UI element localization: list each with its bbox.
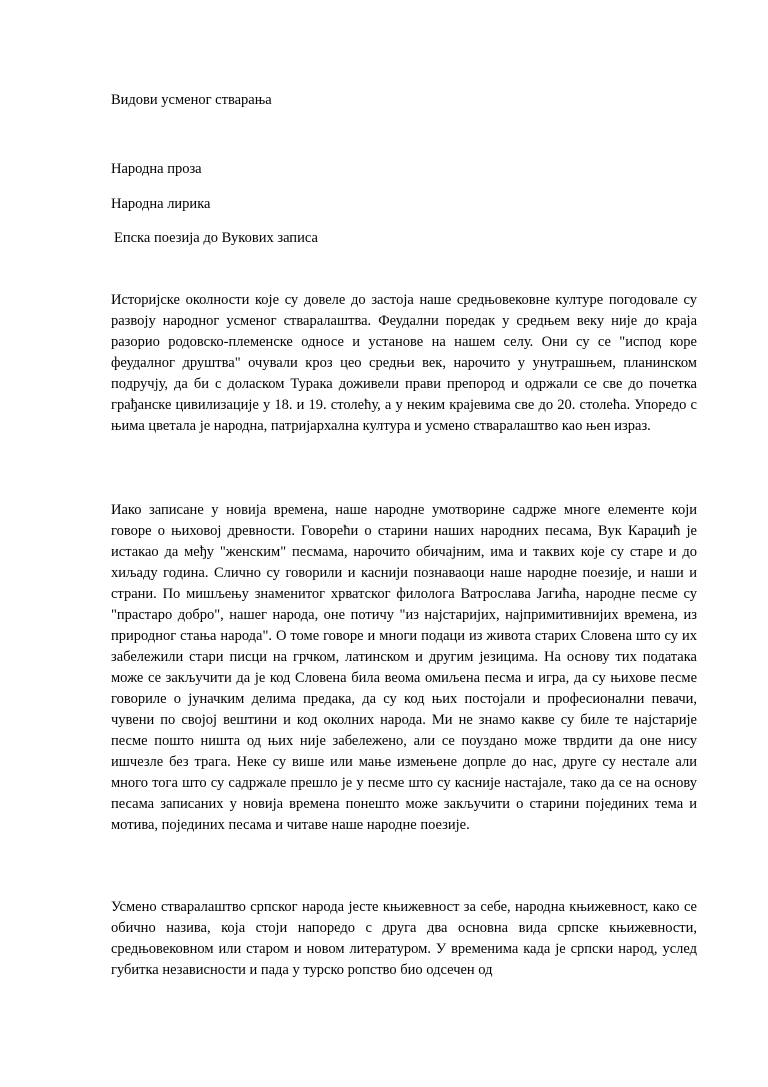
paragraph-historical-circumstances: Историјске околности које су довеле до застоја наше средњовековне културе погодовале су развоју народног усменог стваралаштва. Феудални поредак у средњем веку није до краја разорио родовско-племенске односе и установе на нашем селу. Они су се "испод коре феудалног друштва" очували кроз цео средњи век, нарочито у унутрашњем, планинском подручју, да би с доласком Турака доживели прави препород и одржали се све до почетка грађанске цивилизације у 18. и 19. столећу, а у неким крајевима све до 20. столећа. Упоредо с њима цветала је народна, патријархална култура и усмено стваралаштво као њен израз. [111, 292, 697, 434]
paragraph-antiquity-of-folk-songs: Иако записане у новија времена, наше народне умотворине садрже многе елементе који говоре о њиховој древности. Говорећи о старини наших народних песама, Вук Караџић је истакао да међу "женским" песмама, нарочито обичајним, има и таквих које су старе и до хиљаду година. Слично су говорили и каснији познаваоци наше народне поезије, и наши и страни. По мишљењу знаменитог хрватског филолога Ватрослава Јагића, народне песме су "прастаро добро", нашег народа, оне потичу "из најстаријих, најпримитивнијих времена, из природног стања народа". О томе говоре и многи подаци из живота старих Словена што су их забележили стари писци на грчком, латинском и другим језицима. На основу тих података може се закључити да је код Словена била веома омиљена песма и игра, да су њихове песме говориле о јуначким делима предака, да су код њих постојали и професионални певачи, чувени по својој вештини и код околних народа. Ми не знамо какве су биле те најстарије песме пошто ништа од њих није забележено, али се поуздано може тврдити да оне нису ишчезле без трага. Неке су више или мање измењене допрле до нас, друге су нестале али много тога што су садржале прешло је у песме што су касније настајале, тако да се на основу песама записаних у новија времена понешто може закључити о старини појединих тема и мотива, појединих песама и читаве наше народне поезије. [111, 502, 697, 833]
document-title: Видови усменог стварања [111, 92, 272, 108]
section-heading-folk-lyric: Народна лирика [111, 196, 211, 212]
section-heading-epic-poetry: Епска поезија до Вукових записа [114, 230, 318, 246]
section-heading-folk-prose: Народна проза [111, 161, 202, 177]
paragraph-oral-literature: Усмено стваралаштво српског народа јесте књижевност за себе, народна књижевност, како се обично назива, која стоји напоредо с друга два основна вида српске књижевности, средњовековном или старом и новом литературом. У временима када је српски народ, услед губитка независности и пада у турско ропство био одсечен од [111, 899, 697, 978]
